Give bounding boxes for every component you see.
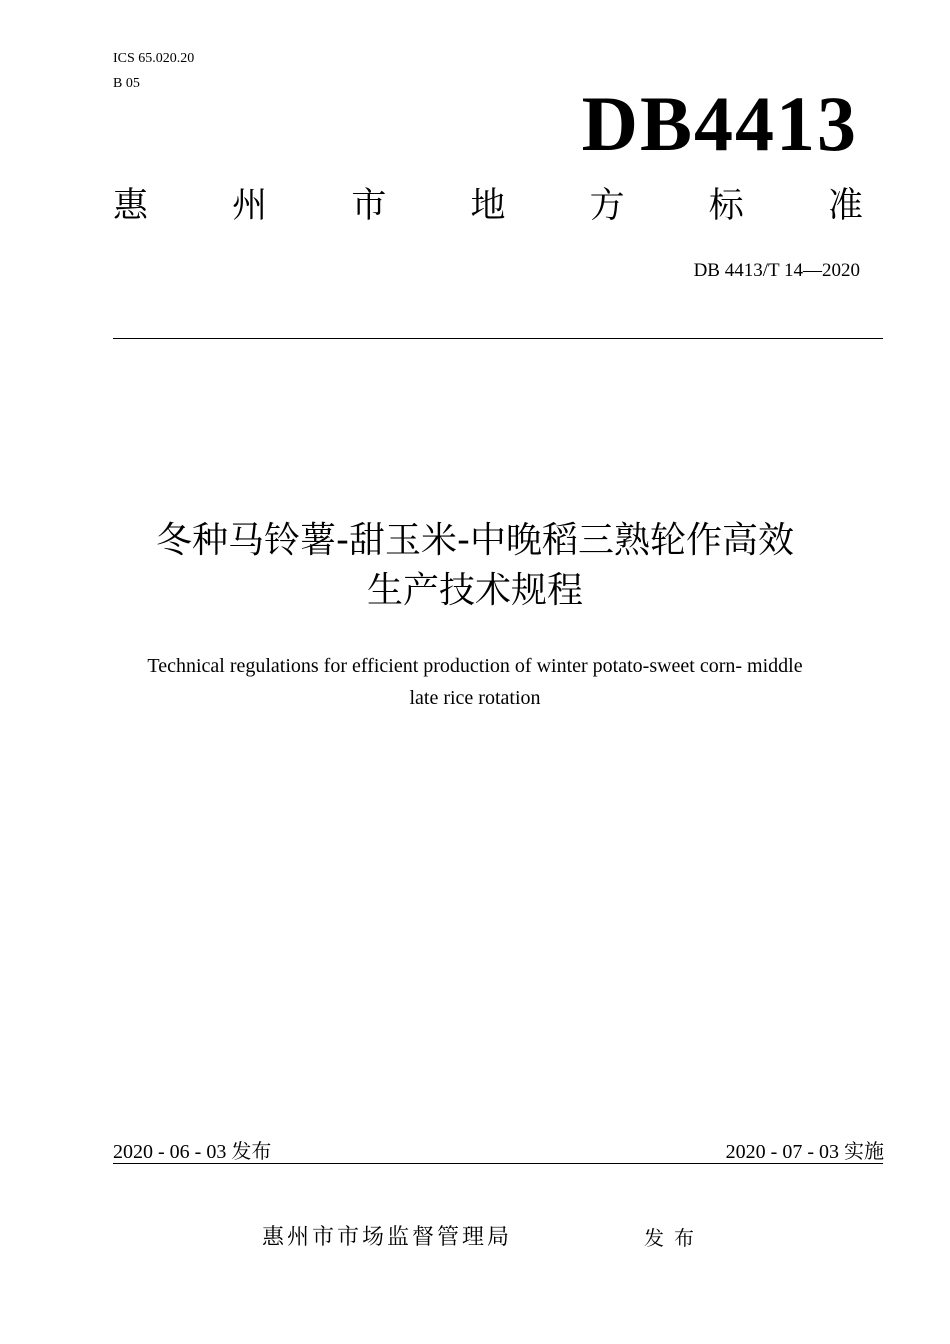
effective-date-block	[726, 1138, 884, 1165]
standard-name-char: 惠	[113, 186, 149, 226]
standard-name-char: 准	[827, 186, 863, 226]
classification-code: B 05	[113, 76, 140, 91]
publish-label: 发布	[644, 1226, 704, 1250]
ics-code: ICS 65.020.20	[113, 51, 195, 66]
effective-date: 2020 - 07 - 03	[725, 1141, 839, 1163]
standard-name-char: 地	[470, 186, 506, 226]
standard-name-char: 州	[232, 186, 268, 226]
issue-date-block	[113, 1138, 271, 1165]
header-divider	[113, 338, 883, 339]
standard-name-char: 方	[589, 186, 625, 226]
title-en-line-2: late rice rotation	[409, 687, 541, 709]
standard-name-char: 市	[351, 186, 387, 226]
standard-type-name	[113, 184, 863, 228]
issue-label: 发布	[231, 1139, 272, 1163]
document-title-cn	[60, 516, 890, 616]
title-cn-line-2: 生产技术规程	[366, 570, 583, 611]
title-cn-line-1: 冬种马铃薯-甜玉米-中晚稻三熟轮作高效	[156, 520, 794, 561]
issue-date: 2020 - 06 - 03	[113, 1141, 227, 1163]
footer-divider	[113, 1163, 883, 1164]
standard-code-logo: DB4413	[581, 80, 858, 167]
document-title-en	[60, 650, 890, 714]
standard-name-char: 标	[708, 186, 744, 226]
effective-label: 实施	[844, 1139, 884, 1163]
standard-number: DB 4413/T 14—2020	[693, 260, 860, 281]
title-en-line-1: Technical regulations for efficient production of winter potato-sweet corn- middle	[147, 655, 803, 677]
publisher-name: 惠州市市场监督管理局	[262, 1225, 513, 1250]
